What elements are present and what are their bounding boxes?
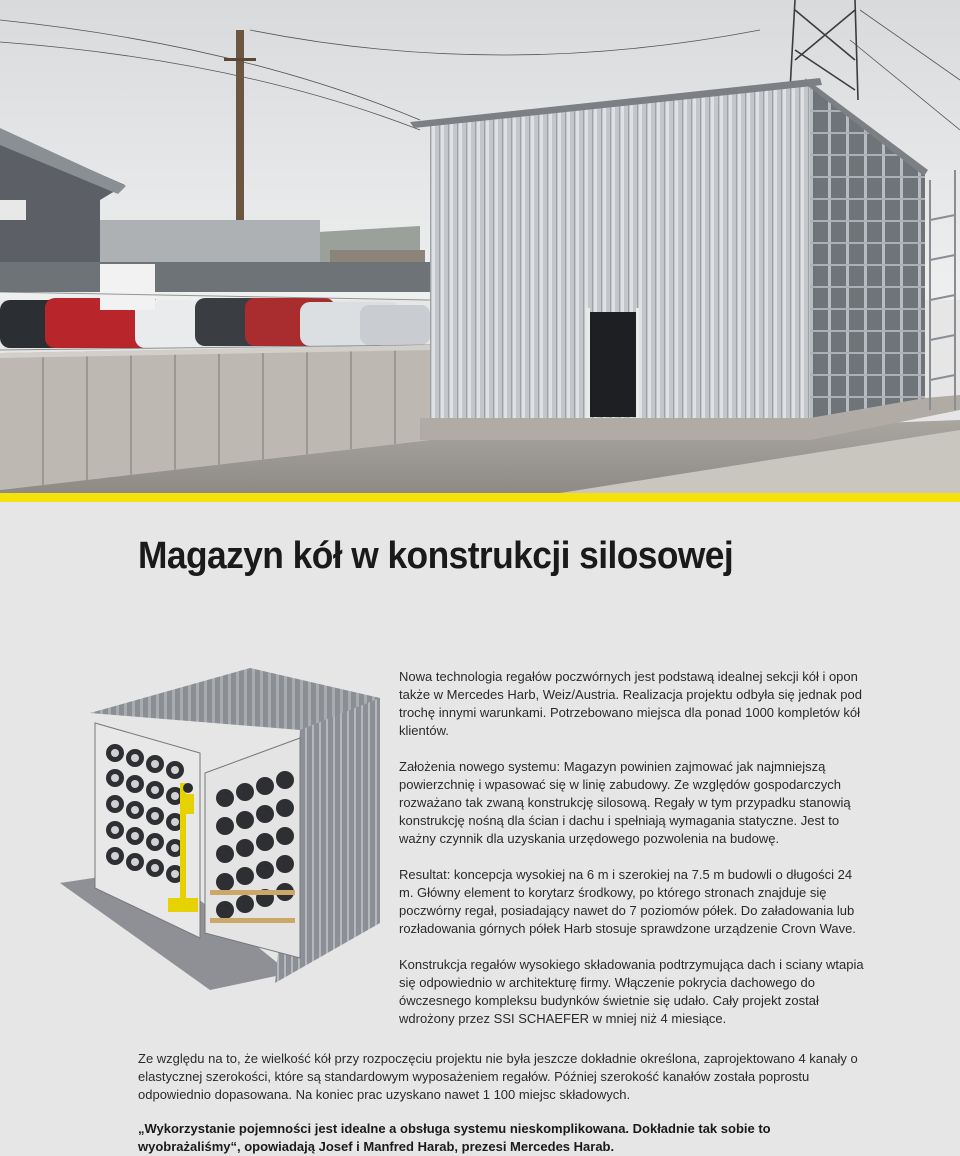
article-column <box>399 668 869 1046</box>
warehouse-illustration <box>60 668 385 990</box>
paragraph-result: Resultat: koncepcja wysokiej na 6 m i szerokiej na 7.5 m budowli o długości 24 m. Główny element to korytarz środkowy, po którego stronach znajduje się poczwórny regał, posiadający nawet do 7 poziomów półek. Do załadowania lub rozładowania górnych półek Harb stosuje sprawdzone urządzenie Crovn Wave. <box>399 867 856 936</box>
paragraph-intro: Nowa technologia regałów poczwórnych jest podstawą idealnej sekcji kół i opon także w Mercedes Harb, Weiz/Austria. Realizacja projektu odbyła się jednak pod trochę innymi warunkami. Potrzebowano miejsca dla ponad 1000 kompletów kół klientów. <box>399 669 862 738</box>
article-title: Magazyn kół w konstrukcji silosowej <box>138 535 734 577</box>
paragraph-channels: Ze względu na to, że wielkość kół przy rozpoczęciu projektu nie była jeszcze dokładnie określona, zaprojektowano 4 kanały o elastycznej szerokości, które są standardowym wyposażeniem regałów. Później szerokość kanałów została poprostu odpowiednio dopasowana. Na koniec prac uzyskano nawet 1 100 miejsc składowych. <box>138 1051 858 1102</box>
paragraph-requirements: Założenia nowego systemu: Magazyn powinien zajmować jak najmniejszą powierzchnię i wpasować się w linię zabudowy. Ze względów gospodarczych rozważano tak zwaną konstrukcję silosową. Regały w tym przypadku stanowią konstrukcję nośną dla ścian i dachu i spełniają wymagania statyczne. Jest to ważny czynnik dla uzyskania urzędowego pozwolenia na budowę. <box>399 759 851 846</box>
paragraph-construction: Konstrukcja regałów wysokiego składowania podtrzymująca dach i sciany wtapia się odpowiednio w architekturę firmy. Włączenie pokrycia dachowego do ówczesnego kompleksu budynków świetnie się udało. Cały projekt został wdrożony przez SSI SCHAEFER w mniej niż 4 miesiące. <box>399 957 864 1026</box>
customer-quote: „Wykorzystanie pojemności jest idealne a obsługa systemu nieskomplikowana. Dokładnie tak sobie to wyobrażaliśmy“, opowiadają Josef i Manfred Harab, prezesi Mercedes Harab. <box>138 1121 771 1154</box>
accent-stripe <box>0 493 960 502</box>
article-footer-text <box>138 1050 868 1156</box>
header-photo <box>0 0 960 493</box>
